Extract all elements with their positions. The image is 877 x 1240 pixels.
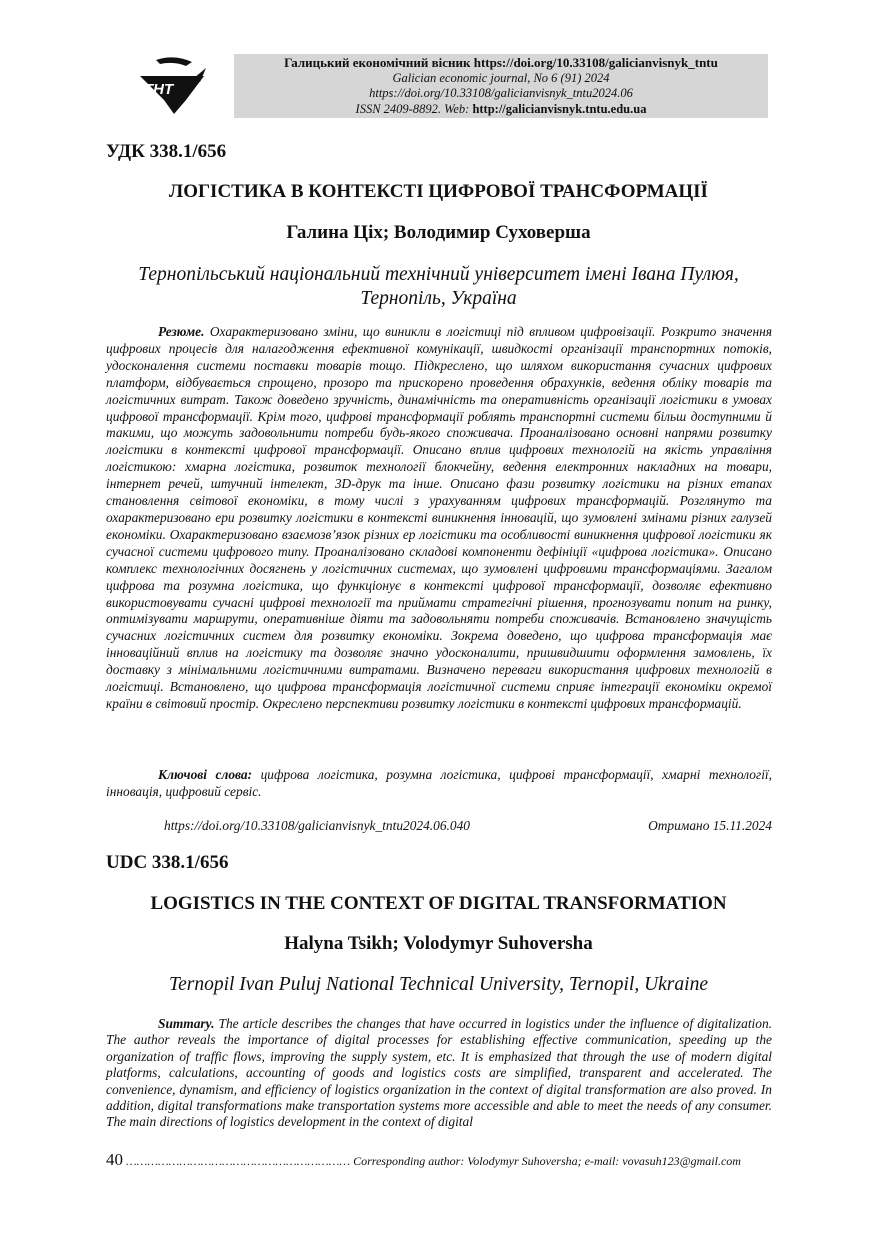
summary-text: The article describes the changes that have occurred in logistics under the influence of digitalization. The author reveals the importance of digital processes for establishing effective communication, speeding up the organization of traffic flows, improving the supply system, etc. It is emphasized that through the use of modern digital platforms, calculations, accounting of goods and logistics costs are simplified, transparent and accelerated. The convenience, dynamism, and efficiency of logistics organization in the context of digital transformation are also proved. In addition, digital transformations make transportation systems more accessible and able to meet the needs of any consumer. The main directions of logistics development in the context of digital: [106, 1016, 772, 1130]
issn-text: ISSN 2409-8892. Web:: [355, 101, 473, 116]
corresponding-author: Corresponding author: Volodymyr Suhoversha; e-mail: vovasuh123@gmail.com: [353, 1154, 741, 1168]
web-link[interactable]: http://galicianvisnyk.tntu.edu.ua: [472, 101, 647, 116]
keywords-ua: [106, 767, 772, 801]
affiliation-ua-line-2: Тернопіль, Україна: [360, 288, 517, 309]
keywords-label: Ключові слова:: [158, 767, 253, 782]
udc-ua: УДК 338.1/656: [106, 141, 227, 162]
authors-en: Halyna Tsikh; Volodymyr Suhoversha: [284, 933, 593, 954]
summary-label: Summary.: [158, 1016, 215, 1031]
article-doi[interactable]: https://doi.org/10.33108/galicianvisnyk_tntu2024.06.040: [164, 818, 470, 833]
abstract-ua: [106, 324, 772, 713]
journal-logo: [134, 56, 208, 116]
page-footer: [106, 1150, 772, 1170]
keywords-text: цифрова логістика, розумна логістика, цифрові трансформації, хмарні технології, інновація, цифровий сервіс.: [106, 767, 772, 799]
abstract-label: Резюме.: [158, 324, 205, 339]
journal-header: [234, 54, 768, 118]
header-line-1: Галицький економічний вісник https://doi.org/10.33108/galicianvisnyk_tntu: [284, 55, 718, 70]
title-en: LOGISTICS IN THE CONTEXT OF DIGITAL TRANSFORMATION: [150, 893, 727, 914]
received-date: Отримано 15.11.2024: [648, 818, 772, 833]
udc-en: UDC 338.1/656: [106, 852, 229, 873]
header-line-4: [234, 102, 768, 118]
page-number: 40: [106, 1150, 123, 1169]
abstract-text: Охарактеризовано зміни, що виникли в логістиці під впливом цифровізації. Розкрито значення цифрових процесів для налагодження ефективної комунікації, швидкості організації транспортних потоків, удосконалення системи поставки товарів тощо. Підкреслено, що шляхом використання сучасних цифрових платформ, відбувається спрощено, прозоро та прискорено проведення обрахунків, ведення обліку товарів та логістичних витрат. Також доведено зручність, динамічність та оперативність організації логістики в умовах цифрової трансформації. Крім того, цифрові трансформації роблять транспортні системи більш доступними й такими, що можуть задовольнити потреби будь-якого споживача. Проаналізовано основні напрями розвитку логістики в контексті цифрової трансформації. Описано вплив цифрових технологій на якість управління логістикою: хмарна логістика, розвиток технології блокчейну, ведення електронних накладних на товари, інтернет речей, штучний інтелект, 3D-друк та інше. Описано фази розвитку логістики на різних етапах становлення світової економіки, в тому числі з урахуванням цифрових трансформацій. Розглянуто та охарактеризовано ери розвитку логістики в контексті виникнення інновацій, що зумовлені змінами різних галузей економіки. Охарактеризовано взаємозв’язок різних ер логістики та особливості виникнення цифрової логістики як сучасної системи цифрового типу. Проаналізовано складові компоненти дефініції «цифрова логістика». Описано комплекс технологічних досягнень у логістичних системах, що зумовлені цифровими трансформаціями. Загалом цифрова та розумна логістика, що функціонує в контексті цифрової трансформації, дозволяє ефективно використовувати сучасні цифрові технології та приймати стратегічні рішення, прогнозувати попит на ринку, оптимізувати маршрути, оперативніше діяти та задовольняти потреби споживачів. Встановлено значущість сучасних логістичних систем для розвитку економіки. Зокрема доведено, що цифрова трансформація має інноваційний вплив на логістику та дозволяє значно удосконалити, пришвидшити оформлення замовлень, їх доставку з мінімальними логістичними витратами. Визначено переваги використання цифрових технологій в логістиці. Встановлено, що цифрова трансформація логістичної системи сприяє інтеграції економіки окремої країни в світовий простір. Окреслено перспективи розвитку логістики в контексті цифрових трансформацій.: [106, 324, 772, 711]
affiliation-ua-line-1: Тернопільський національний технічний університет імені Івана Пулюя,: [138, 264, 739, 285]
title-ua: ЛОГІСТИКА В КОНТЕКСТІ ЦИФРОВОЇ ТРАНСФОРМАЦІЇ: [169, 181, 708, 202]
header-line-3: https://doi.org/10.33108/galicianvisnyk_tntu2024.06: [369, 86, 633, 100]
header-line-2: Galician economic journal, No 6 (91) 2024: [392, 70, 610, 85]
summary-en: [106, 1016, 772, 1131]
logo-text: ТНТ: [144, 81, 174, 98]
affiliation-en: Ternopil Ivan Puluj National Technical University, Ternopil, Ukraine: [169, 974, 708, 995]
footer-dots: ………………………………………………………: [123, 1154, 354, 1168]
authors-ua: Галина Ціх; Володимир Суховерша: [286, 222, 591, 243]
affiliation-ua: [0, 263, 877, 311]
